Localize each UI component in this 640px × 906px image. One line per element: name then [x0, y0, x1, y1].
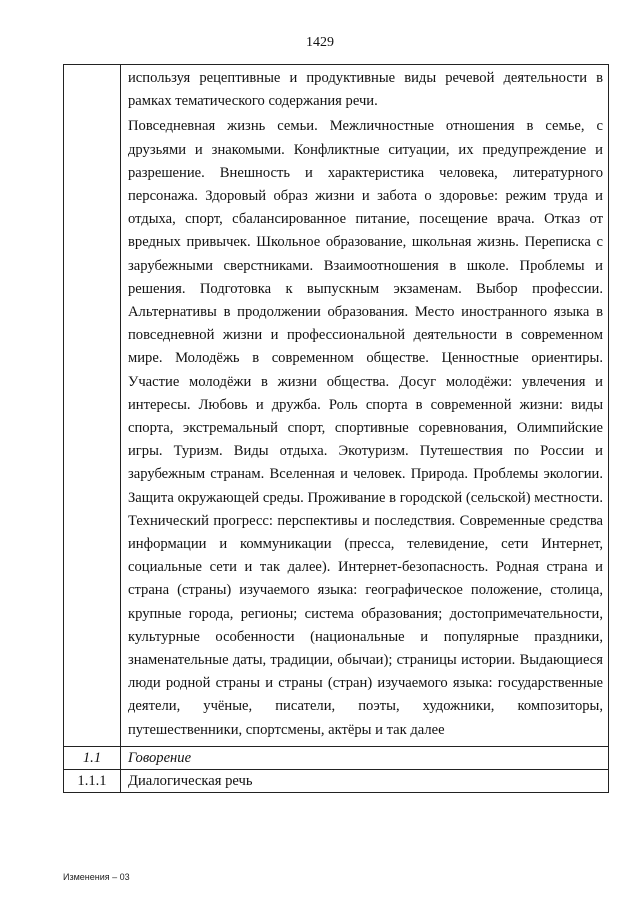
footer-revision: Изменения – 03 [63, 872, 130, 882]
table-row-speaking [64, 746, 609, 769]
content-table [63, 64, 609, 793]
subsection-number: 1.1.1 [64, 769, 121, 792]
intro-paragraph: используя рецептивные и продуктивные виды речевой деятельности в рамках тематического содержания речи. [128, 70, 603, 110]
section-title: Говорение [121, 746, 609, 769]
topics-paragraph: Повседневная жизнь семьи. Межличностные отношения в семье, с друзьями и знакомыми. Конфликтные ситуации, их предупреждение и разрешение. Внешность и характеристика человека, литературного персонажа. Здоровый образ жизни и забота о здоровье: режим труда и отдыха, спорт, сбалансированное питание, посещение врача. Отказ от вредных привычек. Школьное образование, школьная жизнь. Переписка с зарубежными сверстниками. Взаимоотношения в школе. Проблемы и решения. Подготовка к выпускным экзаменам. Выбор профессии. Альтернативы в продолжении образования. Место иностранного языка в повседневной жизни и профессиональной деятельности в современном мире. Молодёжь в современном обществе. Ценностные ориентиры. Участие молодёжи в жизни общества. Досуг молодёжи: увлечения и интересы. Любовь и дружба. Роль спорта в современной жизни: виды спорта, экстремальный спорт, спортивные соревнования, Олимпийские игры. Туризм. Виды отдыха. Экотуризм. Путешествия по России и зарубежным странам. Вселенная и человек. Природа. Проблемы экологии. Защита окружающей среды. Проживание в городской (сельской) местности. Технический прогресс: перспективы и последствия. Современные средства информации и коммуникации (пресса, телевидение, сети Интернет, социальные сети и так далее). Интернет-безопасность. Родная страна и страна (страны) изучаемого языка: географическое положение, столица, крупные города, регионы; система образования; достопримечательности, культурные особенности (национальные и популярные праздники, знаменательные даты, традиции, обычаи); страницы истории. Выдающиеся люди родной страны и страны (стран) изучаемого языка: государственные деятели, учёные, писатели, поэты, художники, композиторы, путешественники, спортсмены, актёры и так далее [128, 118, 603, 738]
subsection-title: Диалогическая речь [121, 769, 609, 792]
table-row-dialogue [64, 769, 609, 792]
section-number: 1.1 [64, 746, 121, 769]
table-row-topics [64, 65, 609, 747]
page-number: 1429 [306, 35, 334, 50]
row-text-cell [121, 65, 609, 747]
row-number-cell [64, 65, 121, 747]
